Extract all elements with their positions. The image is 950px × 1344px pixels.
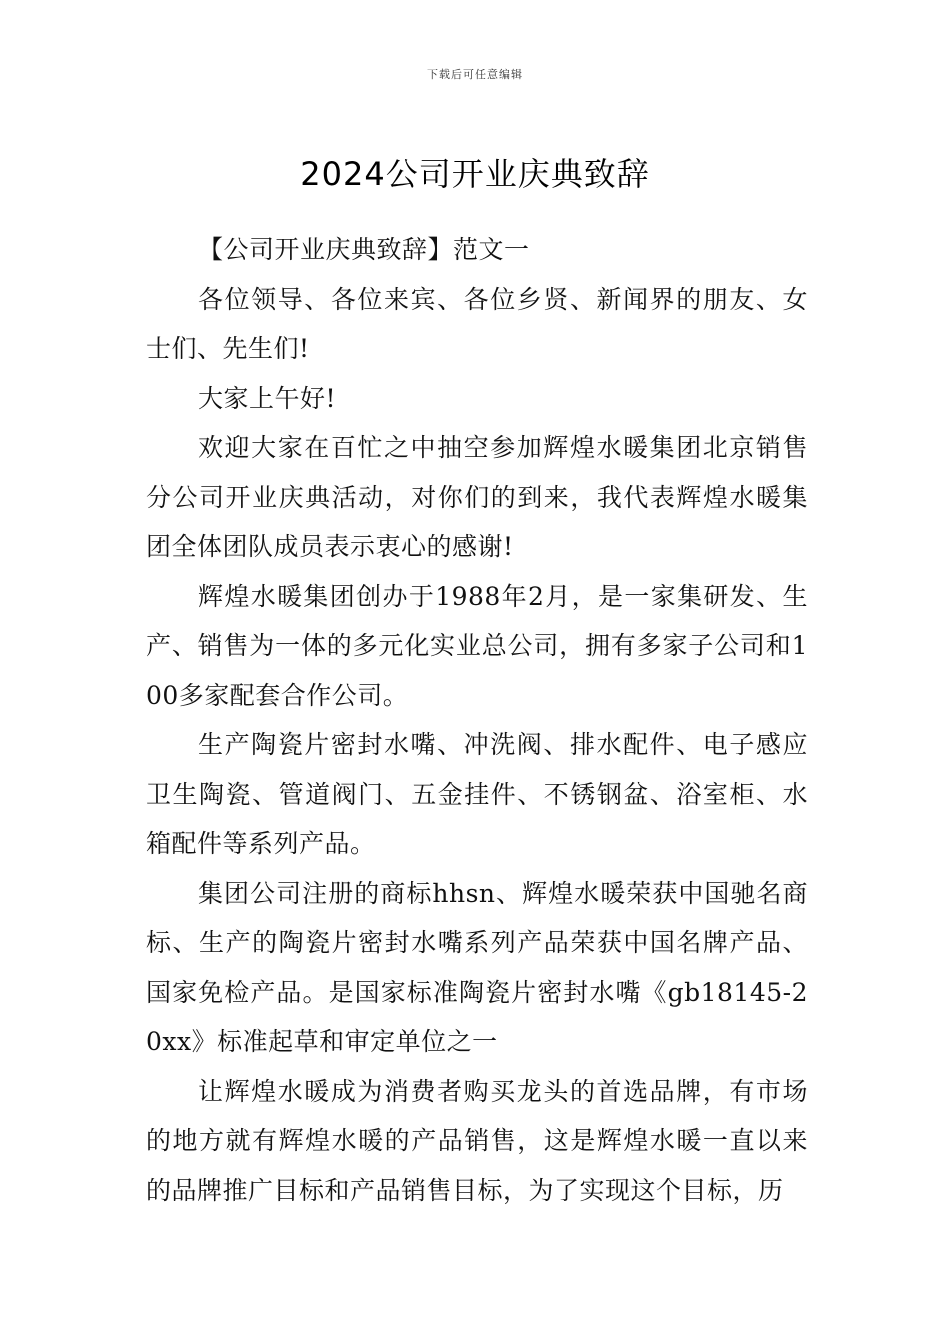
- paragraph-brand-goal: 让辉煌水暖成为消费者购买龙头的首选品牌，有市场的地方就有辉煌水暖的产品销售，这是辉煌水暖一直以来的品牌推广目标和产品销售目标，为了实现这个目标，历: [146, 1076, 808, 1205]
- paragraph-good-morning: 大家上午好!: [198, 383, 337, 413]
- document-body: [146, 225, 808, 1215]
- paragraph-products: 生产陶瓷片密封水嘴、冲洗阀、排水配件、电子感应卫生陶瓷、管道阀门、五金挂件、不锈钢盆、浴室柜、水箱配件等系列产品。: [146, 730, 808, 858]
- section-heading: 【公司开业庆典致辞】范文一: [198, 235, 530, 264]
- paragraph-welcome: 欢迎大家在百忙之中抽空参加辉煌水暖集团北京销售分公司开业庆典活动，对你们的到来，我代表辉煌水暖集团全体团队成员表示衷心的感谢!: [146, 433, 808, 561]
- paragraph-company-intro: 辉煌水暖集团创办于1988年2月，是一家集研发、生产、销售为一体的多元化实业总公司，拥有多家子公司和100多家配套合作公司。: [146, 581, 808, 710]
- paragraph-trademark: 集团公司注册的商标hhsn、辉煌水暖荣获中国驰名商标、生产的陶瓷片密封水嘴系列产品荣获中国名牌产品、国家免检产品。是国家标准陶瓷片密封水嘴《gb18145-20xx》标准起草和审定单位之一: [146, 878, 808, 1056]
- document-title: 2024公司开业庆典致辞: [300, 155, 650, 194]
- paragraph-greeting: 各位领导、各位来宾、各位乡贤、新闻界的朋友、女士们、先生们!: [146, 284, 808, 363]
- header-note: 下载后可任意编辑: [427, 68, 523, 81]
